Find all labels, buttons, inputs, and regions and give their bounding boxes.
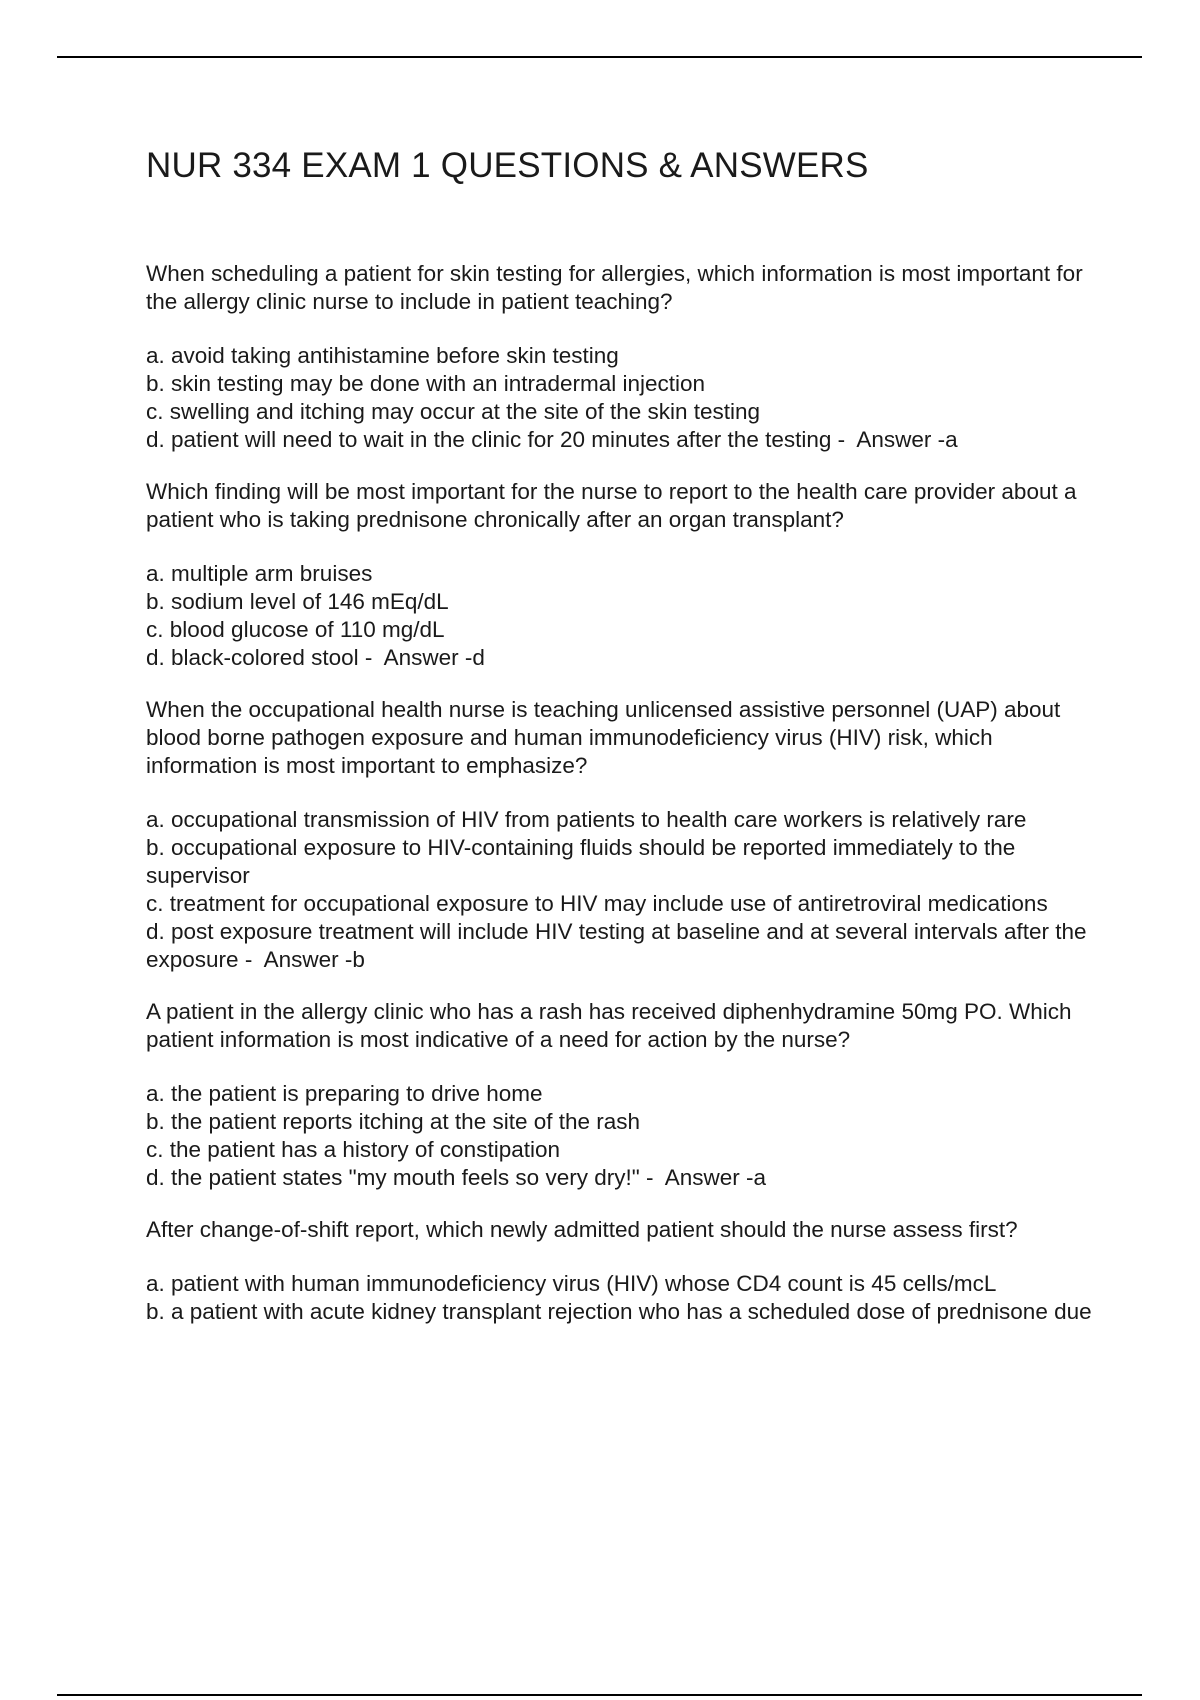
answer-key: - Answer -b bbox=[238, 947, 365, 972]
option-list bbox=[146, 1270, 1106, 1326]
question-stem: When the occupational health nurse is teaching unlicensed assistive personnel (UAP) about blood borne pathogen exposure and human immunodeficiency virus (HIV) risk, which information is most important to emphasize? bbox=[146, 697, 1061, 778]
question-list bbox=[146, 260, 1106, 1326]
option-d bbox=[146, 1164, 1106, 1192]
option-d bbox=[146, 426, 1106, 454]
option-list bbox=[146, 806, 1106, 974]
option-text: c. the patient has a history of constipation bbox=[146, 1137, 560, 1162]
question-stem: When scheduling a patient for skin testing for allergies, which information is most important for the allergy clinic nurse to include in patient teaching? bbox=[146, 261, 1083, 314]
question-2 bbox=[146, 478, 1106, 672]
option-a bbox=[146, 342, 1106, 370]
option-b bbox=[146, 1298, 1106, 1326]
answer-key: - Answer -a bbox=[639, 1165, 766, 1190]
option-d bbox=[146, 644, 1106, 672]
question-stem: Which finding will be most important for the nurse to report to the health care provider about a patient who is taking prednisone chronically after an organ transplant? bbox=[146, 479, 1077, 532]
option-c bbox=[146, 1136, 1106, 1164]
option-a bbox=[146, 1080, 1106, 1108]
option-text: d. post exposure treatment will include HIV testing at baseline and at several intervals after the exposure bbox=[146, 919, 1087, 972]
option-text: d. the patient states "my mouth feels so very dry!" bbox=[146, 1165, 640, 1190]
answer-key: - Answer -d bbox=[358, 645, 485, 670]
option-a bbox=[146, 560, 1106, 588]
option-text: c. blood glucose of 110 mg/dL bbox=[146, 617, 445, 642]
option-text: c. swelling and itching may occur at the site of the skin testing bbox=[146, 399, 761, 424]
option-text: b. the patient reports itching at the site of the rash bbox=[146, 1109, 641, 1134]
question-stem: After change-of-shift report, which newly admitted patient should the nurse assess first? bbox=[146, 1217, 1018, 1242]
top-rule bbox=[57, 56, 1142, 58]
option-text: d. patient will need to wait in the clinic for 20 minutes after the testing bbox=[146, 427, 832, 452]
option-a bbox=[146, 806, 1106, 834]
question-3 bbox=[146, 696, 1106, 974]
option-c bbox=[146, 398, 1106, 426]
option-text: a. occupational transmission of HIV from patients to health care workers is relatively rare bbox=[146, 807, 1027, 832]
document-title: NUR 334 EXAM 1 QUESTIONS & ANSWERS bbox=[146, 146, 869, 185]
question-1 bbox=[146, 260, 1106, 454]
option-b bbox=[146, 834, 1106, 890]
option-text: b. occupational exposure to HIV-containing fluids should be reported immediately to the supervisor bbox=[146, 835, 1016, 888]
bottom-rule bbox=[57, 1694, 1142, 1696]
option-b bbox=[146, 1108, 1106, 1136]
question-5 bbox=[146, 1216, 1106, 1326]
option-list bbox=[146, 342, 1106, 454]
option-text: b. sodium level of 146 mEq/dL bbox=[146, 589, 449, 614]
question-stem: A patient in the allergy clinic who has a rash has received diphenhydramine 50mg PO. Which patient information is most indicative of a need for action by the nurse? bbox=[146, 999, 1072, 1052]
option-text: b. a patient with acute kidney transplant rejection who has a scheduled dose of prednisone due bbox=[146, 1299, 1092, 1324]
question-4 bbox=[146, 998, 1106, 1192]
option-c bbox=[146, 890, 1106, 918]
option-a bbox=[146, 1270, 1106, 1298]
option-b bbox=[146, 588, 1106, 616]
option-text: c. treatment for occupational exposure to HIV may include use of antiretroviral medications bbox=[146, 891, 1048, 916]
option-b bbox=[146, 370, 1106, 398]
option-text: a. multiple arm bruises bbox=[146, 561, 373, 586]
option-text: a. the patient is preparing to drive home bbox=[146, 1081, 543, 1106]
option-text: a. avoid taking antihistamine before skin testing bbox=[146, 343, 619, 368]
option-list bbox=[146, 560, 1106, 672]
option-c bbox=[146, 616, 1106, 644]
page-content bbox=[146, 140, 1106, 1350]
option-text: b. skin testing may be done with an intradermal injection bbox=[146, 371, 706, 396]
option-list bbox=[146, 1080, 1106, 1192]
answer-key: - Answer -a bbox=[831, 427, 958, 452]
option-d bbox=[146, 918, 1106, 974]
option-text: a. patient with human immunodeficiency virus (HIV) whose CD4 count is 45 cells/mcL bbox=[146, 1271, 997, 1296]
option-text: d. black-colored stool bbox=[146, 645, 359, 670]
